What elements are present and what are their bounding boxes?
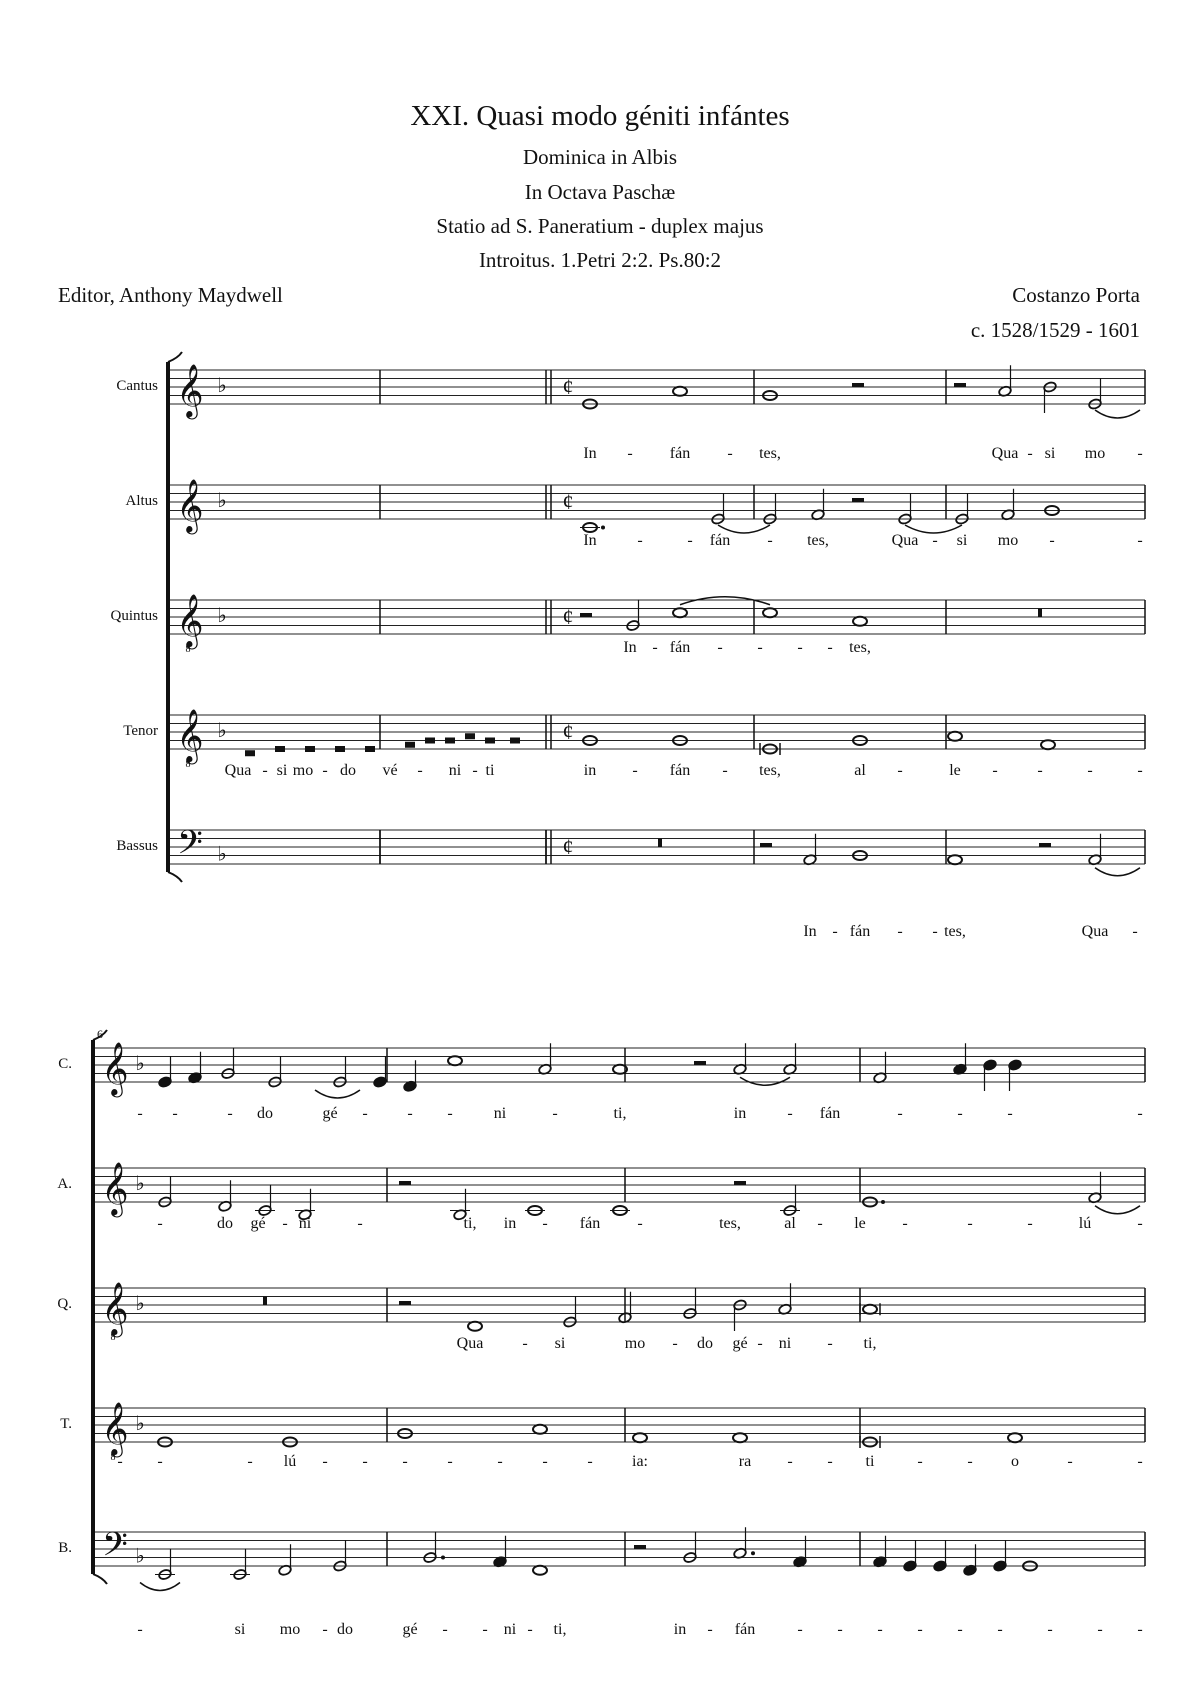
lyric-syllable: - bbox=[627, 445, 633, 462]
cut-time-icon: ¢ bbox=[562, 719, 574, 744]
flat-icon: ♭ bbox=[135, 1413, 145, 1435]
lyric-syllable: mo bbox=[1084, 445, 1106, 462]
dot bbox=[441, 1556, 445, 1560]
lyric-syllable: In bbox=[623, 639, 637, 656]
lyric-syllable: tes, bbox=[944, 923, 966, 940]
lyric-syllable: mo bbox=[292, 762, 314, 779]
half-rest bbox=[954, 383, 966, 387]
lyric-syllable: al bbox=[854, 762, 866, 779]
lyric-syllable: - bbox=[1049, 532, 1055, 549]
lyric-syllable: - bbox=[632, 762, 638, 779]
lyric-syllable: - bbox=[357, 1215, 363, 1232]
lyric-syllable: - bbox=[552, 1105, 558, 1122]
lyric-syllable: - bbox=[322, 1621, 328, 1638]
square-note bbox=[275, 746, 285, 752]
whole-note bbox=[948, 732, 962, 741]
lyric-syllable: - bbox=[797, 639, 803, 656]
half-rest bbox=[1039, 843, 1051, 847]
lyric-syllable: tes, bbox=[759, 762, 781, 779]
lyric-syllable: ra bbox=[738, 1453, 752, 1470]
lyric-syllable: - bbox=[1027, 1215, 1033, 1232]
lyric-syllable: - bbox=[917, 1621, 923, 1638]
square-note bbox=[365, 746, 375, 752]
whole-note bbox=[763, 608, 777, 617]
lyric-syllable: - bbox=[1137, 1105, 1143, 1122]
square-note bbox=[445, 738, 455, 744]
lyric-syllable: ti, bbox=[553, 1621, 567, 1638]
lyric-syllable: - bbox=[787, 1453, 793, 1470]
lyric-syllable: - bbox=[1007, 1105, 1013, 1122]
lyric-syllable: lú bbox=[1078, 1215, 1092, 1232]
lyric-syllable: Qua bbox=[224, 762, 252, 779]
lyric-syllable: - bbox=[837, 1621, 843, 1638]
lyric-syllable: vé bbox=[382, 762, 398, 779]
whole-note bbox=[633, 1433, 647, 1442]
lyric-syllable: - bbox=[902, 1215, 908, 1232]
staff-t bbox=[95, 1408, 1145, 1442]
lyric-syllable: fán bbox=[669, 762, 691, 779]
lyric-syllable: fán bbox=[579, 1215, 601, 1232]
staff-quintus bbox=[170, 600, 1145, 634]
lyric-syllable: - bbox=[322, 1453, 328, 1470]
voice-name: Altus bbox=[125, 493, 158, 509]
lyric-syllable: fán bbox=[849, 923, 871, 940]
lyric-syllable: ni bbox=[448, 762, 462, 779]
whole-note bbox=[733, 1433, 747, 1442]
flat-icon: ♭ bbox=[217, 605, 227, 627]
lyric-syllable: - bbox=[1137, 1621, 1143, 1638]
whole-note bbox=[853, 617, 867, 626]
treble-clef-icon: 𝄞 bbox=[176, 710, 204, 761]
square-note bbox=[485, 738, 495, 744]
lyric-syllable: - bbox=[172, 1105, 178, 1122]
lyric-syllable: le bbox=[854, 1215, 866, 1232]
square-note bbox=[245, 750, 255, 756]
lyric-syllable: - bbox=[932, 532, 938, 549]
lyric-syllable: - bbox=[1137, 762, 1143, 779]
lyric-syllable: - bbox=[322, 762, 328, 779]
lyric-syllable: - bbox=[527, 1621, 533, 1638]
lyric-syllable: In bbox=[583, 532, 597, 549]
lyric-syllable: - bbox=[402, 1453, 408, 1470]
staff-tenor bbox=[170, 715, 1145, 749]
lyric-syllable: - bbox=[362, 1105, 368, 1122]
treble-clef-icon: 𝄞 bbox=[101, 1283, 129, 1334]
lyric-syllable: - bbox=[832, 923, 838, 940]
lyric-syllable: - bbox=[1137, 1453, 1143, 1470]
tie-slur bbox=[315, 1090, 360, 1098]
tie-slur bbox=[1095, 868, 1140, 876]
half-rest bbox=[399, 1181, 411, 1185]
breve-note bbox=[863, 1305, 877, 1314]
lyric-syllable: in bbox=[673, 1621, 687, 1638]
lyric-syllable: - bbox=[767, 532, 773, 549]
editor-credit: Editor, Anthony Maydwell bbox=[58, 283, 283, 307]
half-rest bbox=[852, 498, 864, 502]
dot bbox=[881, 1200, 885, 1204]
treble-clef-icon: 𝄞 bbox=[101, 1403, 129, 1454]
lyric-syllable: mo bbox=[279, 1621, 301, 1638]
lyric-syllable: ni bbox=[503, 1621, 517, 1638]
lyric-syllable: lú bbox=[283, 1453, 297, 1470]
lyric-syllable: - bbox=[227, 1105, 233, 1122]
lyric-syllable: - bbox=[1097, 1621, 1103, 1638]
lyric-syllable: si bbox=[276, 762, 288, 779]
tie-slur bbox=[1095, 1206, 1140, 1214]
lyric-syllable: - bbox=[157, 1453, 163, 1470]
composer-dates: c. 1528/1529 - 1601 bbox=[970, 318, 1140, 342]
lyric-syllable: In bbox=[583, 445, 597, 462]
lyric-syllable: - bbox=[932, 923, 938, 940]
staff-b bbox=[95, 1532, 1145, 1566]
half-rest bbox=[399, 1301, 411, 1305]
bracket-hook bbox=[93, 1574, 107, 1584]
lyric-syllable: do bbox=[340, 762, 356, 779]
flat-icon: ♭ bbox=[135, 1173, 145, 1195]
lyric-syllable: - bbox=[1132, 923, 1138, 940]
lyric-syllable: - bbox=[482, 1621, 488, 1638]
half-rest bbox=[694, 1061, 706, 1065]
tie-slur bbox=[740, 1077, 790, 1085]
lyric-syllable: - bbox=[672, 1335, 678, 1352]
breve-rest bbox=[263, 1297, 267, 1306]
bracket-hook bbox=[168, 872, 182, 882]
flat-icon: ♭ bbox=[217, 375, 227, 397]
lyric-syllable: ti, bbox=[863, 1335, 877, 1352]
lyric-syllable: - bbox=[827, 1453, 833, 1470]
lyric-syllable: mo bbox=[624, 1335, 646, 1352]
lyric-syllable: - bbox=[637, 532, 643, 549]
lyric-syllable: do bbox=[337, 1621, 353, 1638]
lyric-syllable: - bbox=[137, 1621, 143, 1638]
lyric-syllable: - bbox=[1137, 1215, 1143, 1232]
lyric-syllable: - bbox=[957, 1621, 963, 1638]
cut-time-icon: ¢ bbox=[562, 834, 574, 859]
lyric-syllable: - bbox=[797, 1621, 803, 1638]
composer-name: Costanzo Porta bbox=[1012, 283, 1140, 307]
lyric-syllable: - bbox=[722, 762, 728, 779]
voice-name: C. bbox=[58, 1056, 72, 1072]
lyric-syllable: - bbox=[247, 1453, 253, 1470]
lyric-syllable: in bbox=[733, 1105, 747, 1122]
treble-clef-icon: 𝄞 bbox=[176, 365, 204, 416]
lyric-syllable: - bbox=[787, 1105, 793, 1122]
treble-clef-icon: 𝄞 bbox=[101, 1043, 129, 1094]
lyric-syllable: - bbox=[1137, 532, 1143, 549]
lyric-syllable: Qua bbox=[456, 1335, 484, 1352]
lyric-syllable: fán bbox=[709, 532, 731, 549]
whole-note bbox=[673, 387, 687, 396]
lyric-syllable: - bbox=[897, 923, 903, 940]
lyric-syllable: - bbox=[917, 1453, 923, 1470]
lyric-syllable: - bbox=[522, 1335, 528, 1352]
lyric-syllable: - bbox=[117, 1453, 123, 1470]
lyric-syllable: In bbox=[803, 923, 817, 940]
lyric-syllable: - bbox=[997, 1621, 1003, 1638]
lyric-syllable: - bbox=[447, 1105, 453, 1122]
lyric-syllable: - bbox=[542, 1215, 548, 1232]
staff-altus bbox=[170, 485, 1145, 519]
square-note bbox=[405, 742, 415, 748]
lyric-syllable: - bbox=[827, 1335, 833, 1352]
bass-clef-icon: 𝄢 bbox=[177, 824, 203, 869]
whole-note bbox=[948, 855, 962, 864]
subtitle-feast: Dominica in Albis bbox=[523, 145, 677, 169]
lyric-syllable: - bbox=[417, 762, 423, 779]
lyric-syllable: - bbox=[282, 1215, 288, 1232]
cut-time-icon: ¢ bbox=[562, 489, 574, 514]
lyric-syllable: tes, bbox=[759, 445, 781, 462]
lyric-syllable: - bbox=[1137, 445, 1143, 462]
lyric-syllable: mo bbox=[997, 532, 1019, 549]
lyric-syllable: - bbox=[1027, 445, 1033, 462]
lyric-syllable: - bbox=[877, 1621, 883, 1638]
octave-marker: 8 bbox=[185, 759, 191, 770]
whole-note bbox=[533, 1566, 547, 1575]
lyric-syllable: - bbox=[707, 1621, 713, 1638]
lyric-syllable: - bbox=[817, 1215, 823, 1232]
treble-clef-icon: 𝄞 bbox=[176, 480, 204, 531]
lyric-syllable: ia: bbox=[632, 1453, 648, 1470]
lyric-syllable: - bbox=[137, 1105, 143, 1122]
voice-name: Quintus bbox=[110, 608, 158, 624]
lyric-syllable: - bbox=[967, 1453, 973, 1470]
voice-name: A. bbox=[57, 1176, 72, 1192]
whole-note bbox=[1041, 740, 1055, 749]
square-note bbox=[425, 738, 435, 744]
lyric-syllable: - bbox=[542, 1453, 548, 1470]
voice-name: T. bbox=[60, 1416, 72, 1432]
cut-time-icon: ¢ bbox=[562, 374, 574, 399]
whole-note bbox=[1008, 1433, 1022, 1442]
measure-number: 6 bbox=[97, 1027, 103, 1041]
lyric-syllable: in bbox=[503, 1215, 517, 1232]
lyric-syllable: ti, bbox=[613, 1105, 627, 1122]
half-rest bbox=[580, 613, 592, 617]
breve-rest bbox=[1038, 609, 1042, 618]
bracket-hook bbox=[168, 352, 182, 362]
lyric-syllable: - bbox=[157, 1215, 163, 1232]
lyric-syllable: - bbox=[1047, 1621, 1053, 1638]
lyric-syllable: - bbox=[727, 445, 733, 462]
flat-icon: ♭ bbox=[135, 1293, 145, 1315]
lyric-syllable: - bbox=[897, 762, 903, 779]
voice-name: Q. bbox=[57, 1296, 72, 1312]
lyric-syllable: do bbox=[697, 1335, 713, 1352]
lyric-syllable: - bbox=[717, 639, 723, 656]
lyric-syllable: Qua bbox=[1081, 923, 1109, 940]
lyric-syllable: - bbox=[897, 1105, 903, 1122]
octave-marker: 8 bbox=[110, 1332, 116, 1343]
staff-bassus bbox=[170, 830, 1145, 864]
lyric-syllable: gé bbox=[732, 1335, 748, 1352]
lyric-syllable: tes, bbox=[849, 639, 871, 656]
lyric-syllable: ti bbox=[485, 762, 495, 779]
square-note bbox=[335, 746, 345, 752]
lyric-syllable: - bbox=[637, 1215, 643, 1232]
lyric-syllable: - bbox=[1087, 762, 1093, 779]
lyric-syllable: si bbox=[1044, 445, 1056, 462]
lyric-syllable: - bbox=[1067, 1453, 1073, 1470]
square-note bbox=[465, 733, 475, 739]
lyric-syllable: al bbox=[784, 1215, 796, 1232]
staff-cantus bbox=[170, 370, 1145, 404]
lyric-syllable: - bbox=[362, 1453, 368, 1470]
lyric-syllable: le bbox=[949, 762, 961, 779]
square-note bbox=[510, 738, 520, 744]
subtitle-octave: In Octava Paschæ bbox=[524, 180, 676, 204]
whole-note bbox=[533, 1425, 547, 1434]
lyric-syllable: ni bbox=[778, 1335, 792, 1352]
lyric-syllable: - bbox=[1037, 762, 1043, 779]
lyric-syllable: - bbox=[587, 1453, 593, 1470]
whole-note bbox=[448, 1056, 462, 1065]
voice-name: Tenor bbox=[123, 723, 158, 739]
voice-name: Cantus bbox=[116, 378, 158, 394]
dot bbox=[601, 526, 605, 530]
lyric-syllable: gé bbox=[250, 1215, 266, 1232]
flat-icon: ♭ bbox=[217, 490, 227, 512]
lyric-syllable: - bbox=[652, 639, 658, 656]
tie-slur bbox=[140, 1583, 180, 1591]
whole-note bbox=[468, 1322, 482, 1331]
lyric-syllable: - bbox=[472, 762, 478, 779]
flat-icon: ♭ bbox=[217, 843, 227, 866]
lyric-syllable: - bbox=[827, 639, 833, 656]
lyric-syllable: ti bbox=[865, 1453, 875, 1470]
treble-clef-icon: 𝄞 bbox=[101, 1163, 129, 1214]
lyric-syllable: - bbox=[262, 762, 268, 779]
treble-clef-icon: 𝄞 bbox=[176, 595, 204, 646]
tie-slur bbox=[1095, 410, 1140, 418]
lyric-syllable: gé bbox=[322, 1105, 338, 1122]
staff-a bbox=[95, 1168, 1145, 1202]
dot bbox=[751, 1551, 755, 1555]
half-rest bbox=[634, 1545, 646, 1549]
lyric-syllable: - bbox=[957, 1105, 963, 1122]
flat-icon: ♭ bbox=[135, 1053, 145, 1075]
lyric-syllable: fán bbox=[734, 1621, 756, 1638]
square-note bbox=[305, 746, 315, 752]
lyric-syllable: si bbox=[956, 532, 968, 549]
lyric-syllable: tes, bbox=[719, 1215, 741, 1232]
lyric-syllable: fán bbox=[819, 1105, 841, 1122]
flat-icon: ♭ bbox=[217, 720, 227, 742]
bass-clef-icon: 𝄢 bbox=[102, 1526, 128, 1571]
half-rest bbox=[734, 1181, 746, 1185]
lyric-syllable: o bbox=[1011, 1453, 1019, 1470]
lyric-syllable: fán bbox=[669, 639, 691, 656]
subtitle-statio: Statio ad S. Paneratium - duplex majus bbox=[436, 214, 764, 238]
breve-rest bbox=[658, 839, 662, 848]
octave-marker: 8 bbox=[110, 1452, 116, 1463]
lyric-syllable: - bbox=[757, 639, 763, 656]
lyric-syllable: - bbox=[407, 1105, 413, 1122]
lyric-syllable: fán bbox=[669, 445, 691, 462]
lyric-syllable: - bbox=[687, 532, 693, 549]
lyric-syllable: - bbox=[442, 1621, 448, 1638]
lyric-syllable: si bbox=[234, 1621, 246, 1638]
lyric-syllable: - bbox=[992, 762, 998, 779]
lyric-syllable: in bbox=[583, 762, 597, 779]
lyric-syllable: ni bbox=[298, 1215, 312, 1232]
cut-time-icon: ¢ bbox=[562, 604, 574, 629]
octave-marker: 8 bbox=[185, 644, 191, 655]
voice-name: B. bbox=[58, 1540, 72, 1556]
half-rest bbox=[852, 383, 864, 387]
lyric-syllable: tes, bbox=[807, 532, 829, 549]
lyric-syllable: gé bbox=[402, 1621, 418, 1638]
flat-icon: ♭ bbox=[135, 1545, 145, 1568]
lyric-syllable: ni bbox=[493, 1105, 507, 1122]
lyric-syllable: do bbox=[257, 1105, 273, 1122]
voice-name: Bassus bbox=[116, 838, 158, 854]
lyric-syllable: Qua bbox=[991, 445, 1019, 462]
tie-slur bbox=[680, 597, 770, 605]
lyric-syllable: - bbox=[447, 1453, 453, 1470]
lyric-syllable: ti, bbox=[463, 1215, 477, 1232]
whole-note bbox=[673, 608, 687, 617]
lyric-syllable: Qua bbox=[891, 532, 919, 549]
piece-title: XXI. Quasi modo géniti infántes bbox=[410, 100, 790, 132]
lyric-syllable: - bbox=[757, 1335, 763, 1352]
lyric-syllable: - bbox=[497, 1453, 503, 1470]
subtitle-introit: Introitus. 1.Petri 2:2. Ps.80:2 bbox=[478, 248, 722, 272]
lyric-syllable: do bbox=[217, 1215, 233, 1232]
half-rest bbox=[760, 843, 772, 847]
lyric-syllable: si bbox=[554, 1335, 566, 1352]
lyric-syllable: - bbox=[967, 1215, 973, 1232]
